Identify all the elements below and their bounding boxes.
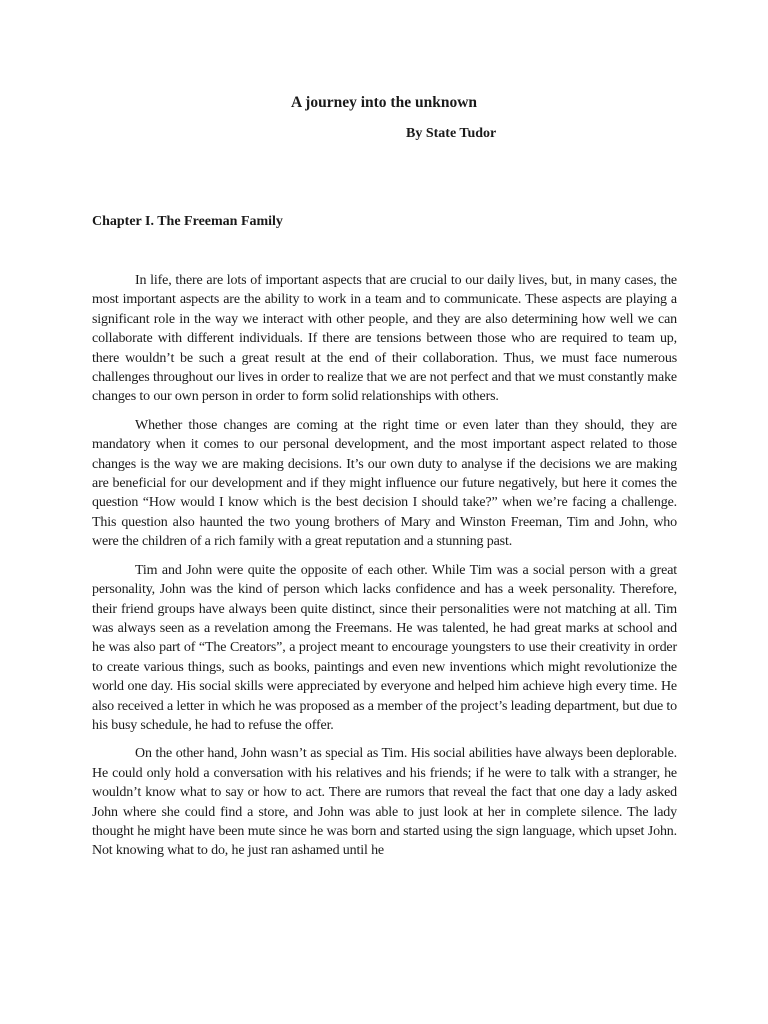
author-byline: By State Tudor <box>406 126 497 141</box>
paragraph-3: Tim and John were quite the opposite of each other. While Tim was a social person with a great personality, John was the kind of person which lacks confidence and has a week personality. Therefore, their friend groups have always been quite distinct, since their personalities were not matching at all. Tim was always seen as a revelation among the Freemans. He was talented, he had great marks at school and he was also part of “The Creators”, a project meant to encourage youngsters to use their creativity in order to create various things, such as books, paintings and even new inventions which might revolutionize the world one day. His social skills were appreciated by everyone and helped him achieve high every time. He also received a letter in which he was proposed as a member of the project’s leading department, but due to his busy schedule, he had to refuse the offer. <box>92 562 677 733</box>
paragraph-2: Whether those changes are coming at the right time or even later than they should, they are mandatory when it comes to our personal development, and the most important aspect related to those changes is the way we are making decisions. It’s our own duty to analyse if the decisions we are making are beneficial for our development and if they might influence our future negatively, but here it comes the question “How would I know which is the best decision I should take?” when we’re facing a challenge. This question also haunted the two young brothers of Mary and Winston Freeman, Tim and John, who were the children of a rich family with a great reputation and a stunning past. <box>92 417 677 550</box>
chapter-heading: Chapter I. The Freeman Family <box>92 214 283 229</box>
document-title: A journey into the unknown <box>290 94 478 111</box>
body-text <box>92 271 677 870</box>
paragraph-1: In life, there are lots of important aspects that are crucial to our daily lives, but, in many cases, the most important aspects are the ability to work in a team and to communicate. These aspects are playing a significant role in the way we interact with other people, and they are also determining how well we can collaborate with different individuals. If there are tensions between those who are required to team up, there wouldn’t be such a great result at the end of their collaboration. Thus, we must face numerous challenges throughout our lives in order to realize that we are not perfect and that we must constantly make changes to our own person in order to form solid relationships with others. <box>92 273 677 405</box>
paragraph-4: On the other hand, John wasn’t as special as Tim. His social abilities have always been deplorable. He could only hold a conversation with his relatives and his friends; if he were to talk with a stranger, he wouldn’t know what to say or how to act. There are rumors that reveal the fact that one day a lady asked John where she could find a store, and John was able to just look at her in complete silence. The lady thought he might have been mute since he was born and started using the sign language, which upset John. Not knowing what to do, he just ran ashamed until he <box>92 746 677 859</box>
